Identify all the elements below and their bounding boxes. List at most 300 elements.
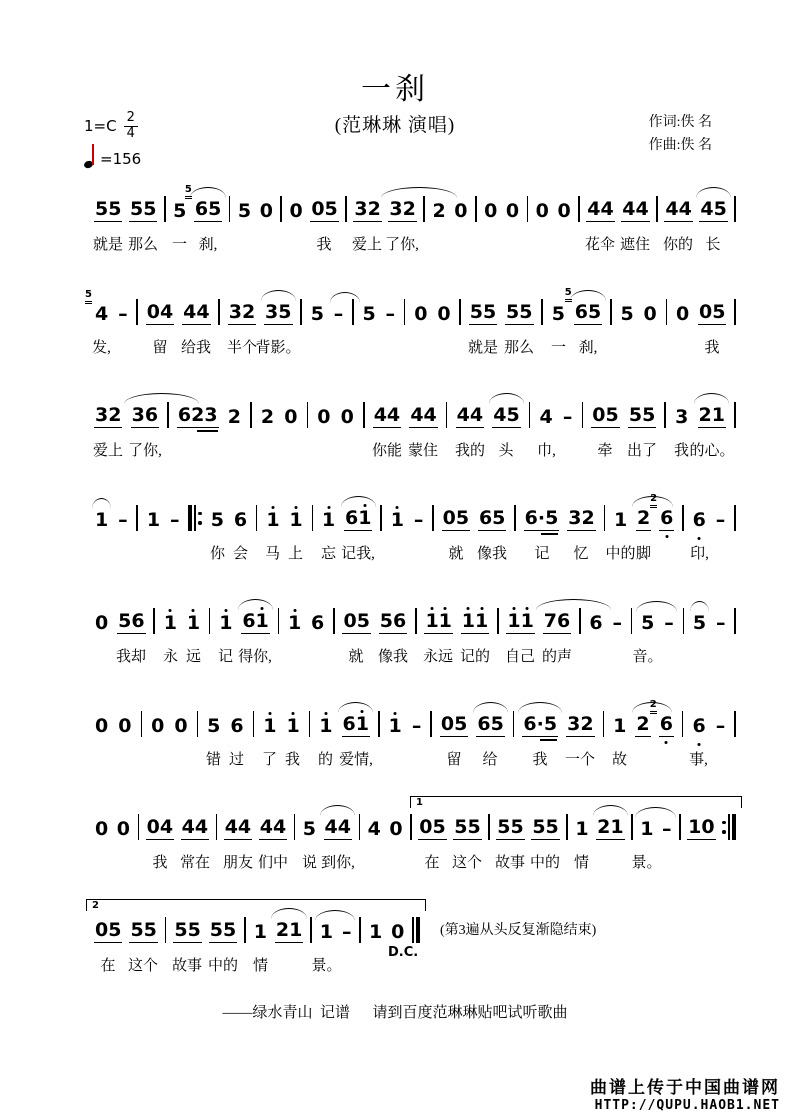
note-token: 55	[130, 198, 157, 221]
barline	[497, 608, 499, 634]
lyric-syllable: 故事	[171, 958, 203, 974]
note-token: 0	[116, 818, 131, 841]
lyric-syllable: 情	[252, 958, 269, 974]
barline	[459, 299, 461, 325]
barline	[218, 299, 220, 325]
music-system	[94, 383, 736, 464]
barline	[164, 196, 166, 222]
lyric-syllable: 常在	[179, 855, 211, 871]
note-token: 2	[635, 715, 650, 737]
barline	[603, 711, 605, 737]
note-token: 55	[497, 816, 524, 839]
notation-row	[94, 486, 736, 531]
note-token: 44	[456, 404, 484, 427]
note-token: 21	[698, 406, 726, 428]
note-token: 1	[390, 511, 405, 531]
octave-dot-below	[665, 741, 668, 744]
barline	[141, 711, 143, 737]
octave-dot-below	[665, 535, 668, 538]
note-token: 6 2	[659, 715, 674, 737]
octave-dot-above	[268, 712, 271, 715]
slur-arc	[570, 290, 605, 301]
music-system	[94, 589, 736, 670]
octave-dot-above	[295, 506, 298, 509]
barline	[631, 608, 633, 634]
octave-dot-above	[192, 609, 195, 612]
note-token: 55	[532, 816, 559, 839]
lyric-syllable: 在	[100, 958, 116, 974]
barline	[488, 814, 490, 840]
slur-arc	[635, 807, 675, 818]
music-system	[94, 486, 736, 567]
quarter-note-icon	[84, 144, 96, 168]
note-token: 0	[151, 715, 165, 738]
song-subtitle: (范琳琳 演唱)	[334, 115, 456, 136]
note-token: 0	[389, 818, 403, 841]
lyric-syllable: 的声	[541, 649, 573, 665]
lyric-syllable: 在	[424, 855, 440, 871]
lyrics-row	[94, 336, 736, 358]
barline	[578, 196, 580, 222]
barline	[167, 402, 169, 428]
lyric-syllable: 景。	[631, 855, 662, 871]
note-token: 61	[342, 715, 370, 737]
octave-dot-above	[327, 506, 330, 509]
lyric-syllable: 脚	[635, 546, 652, 562]
note-token: 0	[95, 612, 109, 635]
note-token: 6	[691, 717, 706, 737]
note-token: 36	[131, 406, 159, 428]
note-token: 44	[587, 198, 614, 221]
note-token: 3	[675, 406, 689, 429]
slur-arc	[92, 498, 111, 509]
note-token: 44	[224, 816, 252, 839]
lyric-syllable: 你	[209, 546, 226, 562]
note-token: 5	[620, 303, 634, 326]
slur-arc	[381, 187, 456, 198]
note-token: 05	[699, 301, 726, 324]
barline	[679, 814, 681, 840]
transcriber-note: ——绿水青山 记谱 请到百度范琳琳贴吧试听歌曲	[222, 1005, 568, 1021]
barline	[682, 505, 684, 531]
note-token: 65 5	[574, 303, 602, 325]
lyric-syllable: 到你,	[321, 855, 355, 871]
note-token: 0	[259, 200, 273, 223]
note-token: 0	[414, 303, 428, 326]
lyric-syllable: 巾,	[537, 443, 556, 459]
barline	[446, 402, 448, 428]
volta-bracket	[86, 899, 426, 911]
lyric-syllable: 马	[264, 546, 281, 562]
note-token: 1 1	[461, 612, 489, 634]
note-token: 6 2	[659, 509, 674, 531]
note-token: 05	[442, 507, 470, 530]
note-token: 65 5	[194, 200, 222, 222]
lyric-syllable: 给	[482, 752, 498, 768]
note-token: 04	[146, 816, 174, 839]
lyric-syllable: 爱上	[92, 443, 124, 459]
lyric-syllable: 你的	[662, 237, 694, 253]
note-token: 4	[367, 818, 381, 841]
note-token: 1	[287, 614, 302, 634]
slur-arc	[696, 187, 731, 198]
slur-arc	[320, 805, 355, 816]
author-credits	[649, 111, 712, 157]
repeat-annotation: (第3遍从头反复渐隐结束)	[440, 923, 597, 938]
octave-dot-below	[698, 537, 701, 540]
volta-number: 2	[92, 900, 99, 911]
grace-note: 5	[185, 185, 192, 199]
lyric-syllable: 我的	[454, 443, 486, 459]
music-system	[94, 177, 736, 258]
lyric-syllable: 我	[673, 443, 690, 459]
note-token: 5	[207, 715, 221, 738]
note-token: 5	[362, 303, 376, 326]
lyric-syllable: 就是	[467, 340, 499, 356]
lyric-syllable: 我	[704, 340, 720, 356]
lyric-syllable: 永	[162, 649, 179, 665]
note-token: 2	[636, 509, 651, 531]
note-token: 1	[262, 717, 277, 737]
note-token: 1	[186, 614, 201, 634]
repeat-dots	[198, 512, 202, 525]
repeat-start-barline	[188, 505, 202, 531]
lyric-syllable: 故事	[494, 855, 526, 871]
note-token: 1	[575, 818, 589, 841]
lyric-syllable: 刹,	[198, 237, 218, 253]
note-token: 44	[373, 404, 401, 427]
note-token: 5	[210, 509, 224, 532]
barline	[209, 608, 211, 634]
note-token: 6	[233, 509, 248, 532]
barline	[280, 196, 282, 222]
watermark-site-url: HTTP://QUPU.HAOB1.NET	[594, 1098, 780, 1113]
note-token: –	[413, 509, 424, 532]
note-token: 05	[440, 713, 468, 736]
octave-dot-above	[324, 712, 327, 715]
barline	[432, 505, 434, 531]
lyric-syllable: 遮住	[619, 237, 651, 253]
lyricist-credit: 作词:佚 名	[648, 115, 712, 130]
dc-marker: D.C.	[388, 945, 419, 960]
note-token: 2	[260, 406, 275, 429]
octave-dot-above	[293, 609, 296, 612]
lyric-syllable: 会	[232, 546, 249, 562]
note-token: 0	[284, 406, 298, 429]
note-token: –	[342, 921, 352, 944]
barline	[734, 608, 736, 634]
slur-arc	[518, 702, 562, 713]
barline	[229, 196, 231, 222]
note-token: –	[385, 303, 396, 326]
lyric-syllable: 记我,	[341, 546, 375, 562]
note-token: 05	[311, 198, 338, 221]
lyric-syllable: 得你,	[238, 649, 272, 665]
note-token: 623	[177, 404, 218, 427]
barline	[309, 711, 311, 737]
note-token: 76	[543, 612, 571, 634]
lyric-syllable: 留	[152, 340, 168, 356]
note-token: 2	[227, 406, 241, 429]
note-token: 32	[354, 198, 381, 221]
lyric-syllable: 花伞	[584, 237, 616, 253]
volta-number: 1	[416, 797, 423, 808]
note-token: 1	[318, 717, 333, 737]
repeat-end-barline	[722, 814, 736, 840]
lyrics-row	[94, 542, 736, 564]
note-token: 1	[285, 717, 300, 737]
note-token: 0	[454, 200, 468, 223]
lyric-syllable: 故	[611, 752, 628, 768]
barline	[333, 608, 335, 634]
octave-dot-above	[169, 609, 172, 612]
barline	[734, 711, 736, 737]
lyric-syllable: 远	[185, 649, 202, 665]
lyric-syllable: 情	[573, 855, 590, 871]
note-token: 05	[419, 816, 446, 839]
lyric-syllable: 们中	[257, 855, 289, 871]
lyric-syllable: 一	[550, 340, 567, 356]
note-token: 5	[692, 614, 707, 634]
lyrics-row	[94, 439, 736, 461]
note-token: 0	[289, 200, 303, 223]
note-token: 0	[95, 715, 109, 738]
octave-dot-below	[698, 743, 701, 746]
tempo-value: =156	[100, 150, 142, 169]
music-system	[94, 692, 736, 773]
note-token: 45	[699, 200, 727, 222]
music-system	[94, 795, 736, 876]
note-token: 55	[469, 301, 497, 324]
note-token: 55	[130, 919, 157, 942]
lyric-syllable: 忆	[573, 546, 589, 562]
note-token: 5	[640, 614, 655, 634]
barline	[579, 608, 581, 634]
note-token: 0	[505, 200, 520, 223]
barline	[734, 299, 736, 325]
time-numerator: 2	[124, 111, 138, 127]
grace-note: 5	[565, 288, 572, 302]
grace-note: 5	[85, 290, 92, 304]
lyric-syllable: 那么	[503, 340, 535, 356]
note-token: 0	[340, 406, 354, 429]
slur-arc	[238, 599, 273, 610]
note-token: 1	[321, 511, 336, 531]
barline	[138, 814, 140, 840]
barline	[250, 402, 252, 428]
lyric-syllable: 印,	[690, 546, 709, 562]
lyric-syllable: 你能	[371, 443, 403, 459]
note-token: 32	[388, 200, 416, 222]
lyric-syllable: 就	[448, 546, 464, 562]
lyric-syllable: 半个	[226, 340, 258, 356]
note-token: 1	[163, 614, 178, 634]
note-token: 0	[675, 303, 690, 326]
barline	[683, 608, 685, 634]
slur-arc	[315, 910, 355, 921]
barline	[734, 402, 736, 428]
note-token: –	[662, 818, 672, 841]
barline	[216, 814, 218, 840]
score	[85, 177, 736, 979]
octave-dot-above	[526, 607, 529, 610]
notation-row	[94, 692, 736, 737]
barline	[312, 505, 314, 531]
lyric-syllable: 错	[205, 752, 222, 768]
octave-dot-above	[396, 506, 399, 509]
lyric-syllable: 上	[287, 546, 304, 562]
lyric-syllable: 我	[152, 855, 168, 871]
note-token: 1	[146, 509, 161, 532]
note-token: 21	[275, 921, 303, 943]
barline	[278, 608, 280, 634]
barline	[153, 608, 155, 634]
note-token: –	[118, 303, 128, 326]
time-signature	[124, 111, 138, 140]
note-token: 21	[596, 818, 624, 840]
note-token: 5	[302, 818, 316, 841]
lyric-syllable: 牵	[597, 443, 613, 459]
note-token: 1	[613, 509, 628, 532]
octave-dot-above	[513, 607, 516, 610]
barline	[165, 917, 167, 943]
barline	[514, 505, 516, 531]
note-token: –	[169, 509, 180, 532]
barline	[197, 711, 199, 737]
barline	[380, 505, 382, 531]
lyric-syllable: 忘	[320, 546, 337, 562]
note-token: 1	[319, 923, 334, 943]
barline	[682, 711, 684, 737]
barline	[244, 917, 246, 943]
barline	[410, 814, 412, 840]
barline	[294, 814, 296, 840]
barline	[345, 196, 347, 222]
barline	[256, 505, 258, 531]
note-token: 1	[265, 511, 280, 531]
note-token: 56	[379, 610, 407, 633]
note-token: 0	[535, 200, 549, 223]
slur-arc	[690, 601, 709, 612]
note-token: 44	[324, 818, 352, 840]
note-token: 0	[95, 818, 109, 841]
lyric-syllable: 记	[217, 649, 234, 665]
note-token: 1 1	[424, 612, 452, 634]
note-token: 56	[118, 610, 145, 633]
note-token: 0	[484, 200, 498, 223]
note-token: 1	[94, 511, 109, 531]
barline	[475, 196, 477, 222]
notation-row	[94, 383, 736, 428]
slur-arc	[338, 702, 373, 713]
barline	[363, 402, 365, 428]
note-token: 4 5	[85, 289, 109, 326]
octave-dot-above	[431, 607, 434, 610]
song-title: 一刹	[361, 73, 429, 106]
lyric-syllable: 记的	[459, 649, 491, 665]
note-token: 44	[410, 404, 437, 427]
note-token: 4	[539, 406, 553, 429]
note-token: 61	[241, 612, 269, 634]
note-token: 32	[568, 507, 595, 530]
note-token: 45	[492, 406, 520, 428]
slur-arc	[341, 496, 376, 507]
notation-row	[94, 589, 736, 634]
barline	[359, 917, 361, 943]
note-token: 5	[551, 303, 565, 326]
lyrics-row	[94, 851, 736, 873]
lyric-syllable: 说	[301, 855, 318, 871]
slur-arc	[489, 393, 524, 404]
lyric-syllable: 中的	[605, 546, 636, 562]
note-token: 44	[622, 198, 649, 221]
barline	[566, 814, 568, 840]
note-token: 44	[181, 816, 209, 839]
barline	[666, 299, 668, 325]
watermark-site-name: 曲谱上传于中国曲谱网	[590, 1078, 780, 1097]
slur-arc	[261, 290, 296, 301]
barline	[404, 299, 406, 325]
note-token: 05	[95, 919, 122, 942]
note-token: –	[562, 406, 573, 429]
note-token: –	[612, 612, 622, 635]
key-signature: 1=C	[84, 116, 117, 135]
octave-dot-above	[271, 506, 274, 509]
note-token: 65	[478, 507, 506, 530]
lyric-syllable: 爱情,	[339, 752, 373, 768]
barline	[664, 402, 666, 428]
lyric-syllable: 我	[284, 752, 301, 768]
barline	[734, 196, 736, 222]
slur-arc	[636, 601, 676, 612]
barline	[359, 814, 361, 840]
lyric-syllable: 朋友	[222, 855, 254, 871]
note-token: 1	[288, 511, 303, 531]
note-token: 61	[344, 509, 372, 531]
barline	[430, 711, 432, 737]
note-token: 55	[95, 198, 122, 221]
lyric-syllable: 我却	[115, 649, 147, 665]
lyric-syllable: 永远	[422, 649, 454, 665]
note-token: 1 1	[506, 612, 534, 634]
lyric-syllable: 留	[446, 752, 462, 768]
barline	[136, 299, 138, 325]
lyric-syllable: 了你,	[128, 443, 162, 459]
note-token: 55	[628, 404, 656, 427]
barline	[307, 402, 309, 428]
lyric-syllable: 长	[705, 237, 721, 253]
note-token: –	[715, 509, 726, 532]
barline	[513, 711, 515, 737]
music-system	[85, 280, 736, 361]
lyric-syllable: 了	[261, 752, 278, 768]
note-token: 05	[343, 610, 370, 633]
barline	[582, 402, 584, 428]
slur-arc	[473, 702, 508, 713]
note-token: 1	[639, 820, 654, 840]
slur-arc	[694, 393, 729, 404]
lyric-syllable: 一个	[564, 752, 596, 768]
lyric-syllable: 这个	[451, 855, 483, 871]
lyric-syllable: 中的	[529, 855, 561, 871]
note-token: 32	[228, 301, 256, 324]
barline	[253, 711, 255, 737]
note-token: 6·5	[522, 715, 558, 737]
barline	[529, 402, 531, 428]
slur-arc	[190, 187, 225, 198]
note-token: 2	[432, 200, 446, 223]
lyric-syllable: 过	[228, 752, 245, 768]
